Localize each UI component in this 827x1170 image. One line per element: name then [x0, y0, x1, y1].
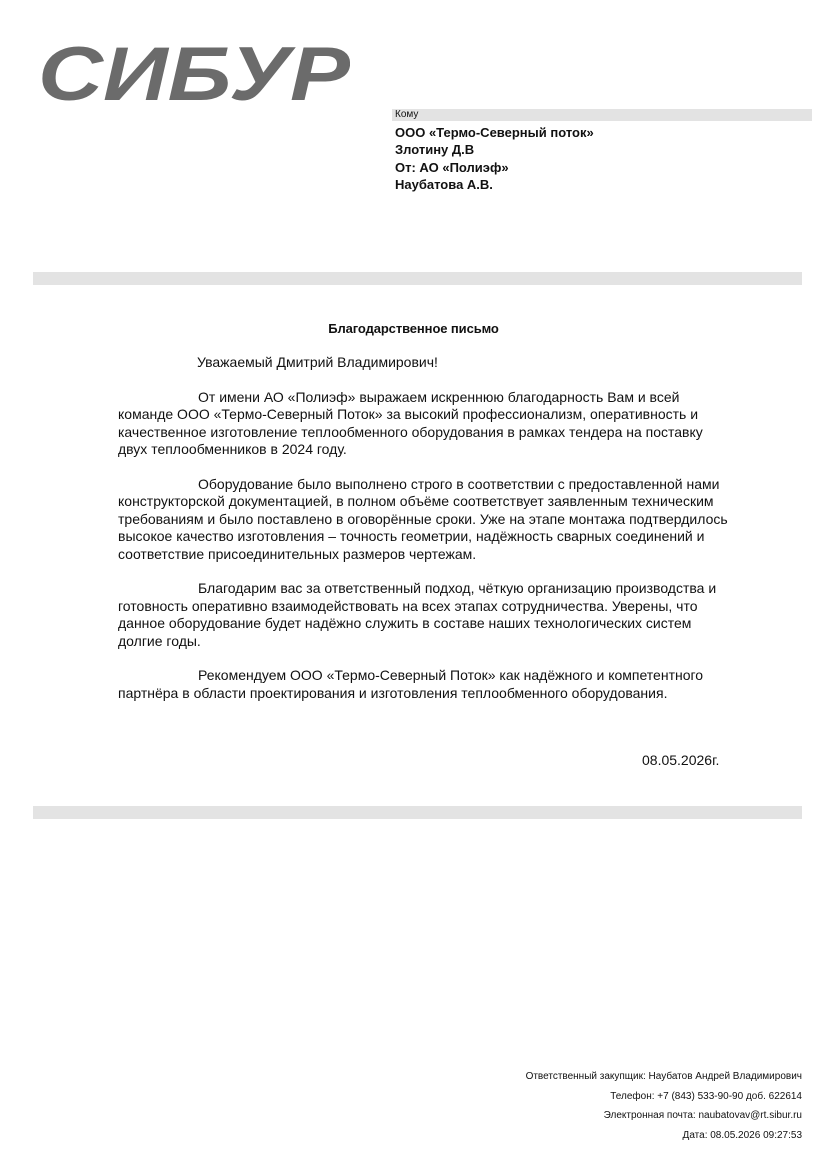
recipient-block — [395, 124, 594, 193]
to-label: Кому — [395, 109, 419, 120]
recipient-line: Наубатова А.В. — [395, 176, 493, 192]
footer-line: Телефон: +7 (843) 533-90-90 доб. 622614 — [610, 1090, 802, 1102]
letter-paragraph: От имени АО «Полиэф» выражаем искреннюю благодарность Вам и всей команде ООО «Термо-Северный Поток» за высокий профессионализм, оперативность и качественное изготовление теплообменного оборудования в рамках тендера на поставку двух теплообменников в 2024 году. — [118, 389, 703, 458]
sibur-logo-graphic — [38, 44, 350, 104]
letter-date: 08.05.2026г. — [642, 752, 720, 768]
divider-band-top — [33, 272, 802, 285]
letter-paragraph: Благодарим вас за ответственный подход, чёткую организацию производства и готовность оперативно взаимодействовать на всех этапах сотрудничества. Уверены, что данное оборудование будет надёжно служить в составе наших технологических систем долгие годы. — [118, 580, 717, 649]
letter-title: Благодарственное письмо — [328, 321, 499, 336]
letter-paragraph: Рекомендуем ООО «Термо-Северный Поток» как надёжного и компетентного партнёра в области проектирования и изготовления теплообменного оборудования. — [118, 667, 704, 701]
logo-text: СИБУР — [38, 44, 350, 104]
recipient-line: От: АО «Полиэф» — [395, 159, 509, 175]
header-band — [392, 109, 812, 121]
divider-band-bottom — [33, 806, 802, 819]
footer-line: Электронная почта: naubatovav@rt.sibur.ru — [603, 1110, 802, 1121]
footer-line: Дата: 08.05.2026 09:27:53 — [682, 1129, 802, 1141]
recipient-line: ООО «Термо-Северный поток» — [395, 125, 594, 140]
recipient-line: Злотину Д.В — [395, 142, 475, 158]
letter-greeting: Уважаемый Дмитрий Владимирович! — [197, 354, 438, 370]
letter-paragraph: Оборудование было выполнено строго в соответствии с предоставленной нами конструкторской документацией, в полном объёме соответствует заявленным техническим требованиям и было поставлено в оговорённые сроки. Уже на этапе монтажа подтвердилось высокое качество изготовления – точность геометрии, надёжность сварных соединений и соответствие присоединительных размеров чертежам. — [118, 476, 728, 562]
company-logo — [38, 44, 350, 104]
letter-body — [118, 389, 732, 720]
footer-line: Ответственный закупщик: Наубатов Андрей Владимирович — [525, 1071, 802, 1082]
footer-contact — [526, 1067, 802, 1145]
